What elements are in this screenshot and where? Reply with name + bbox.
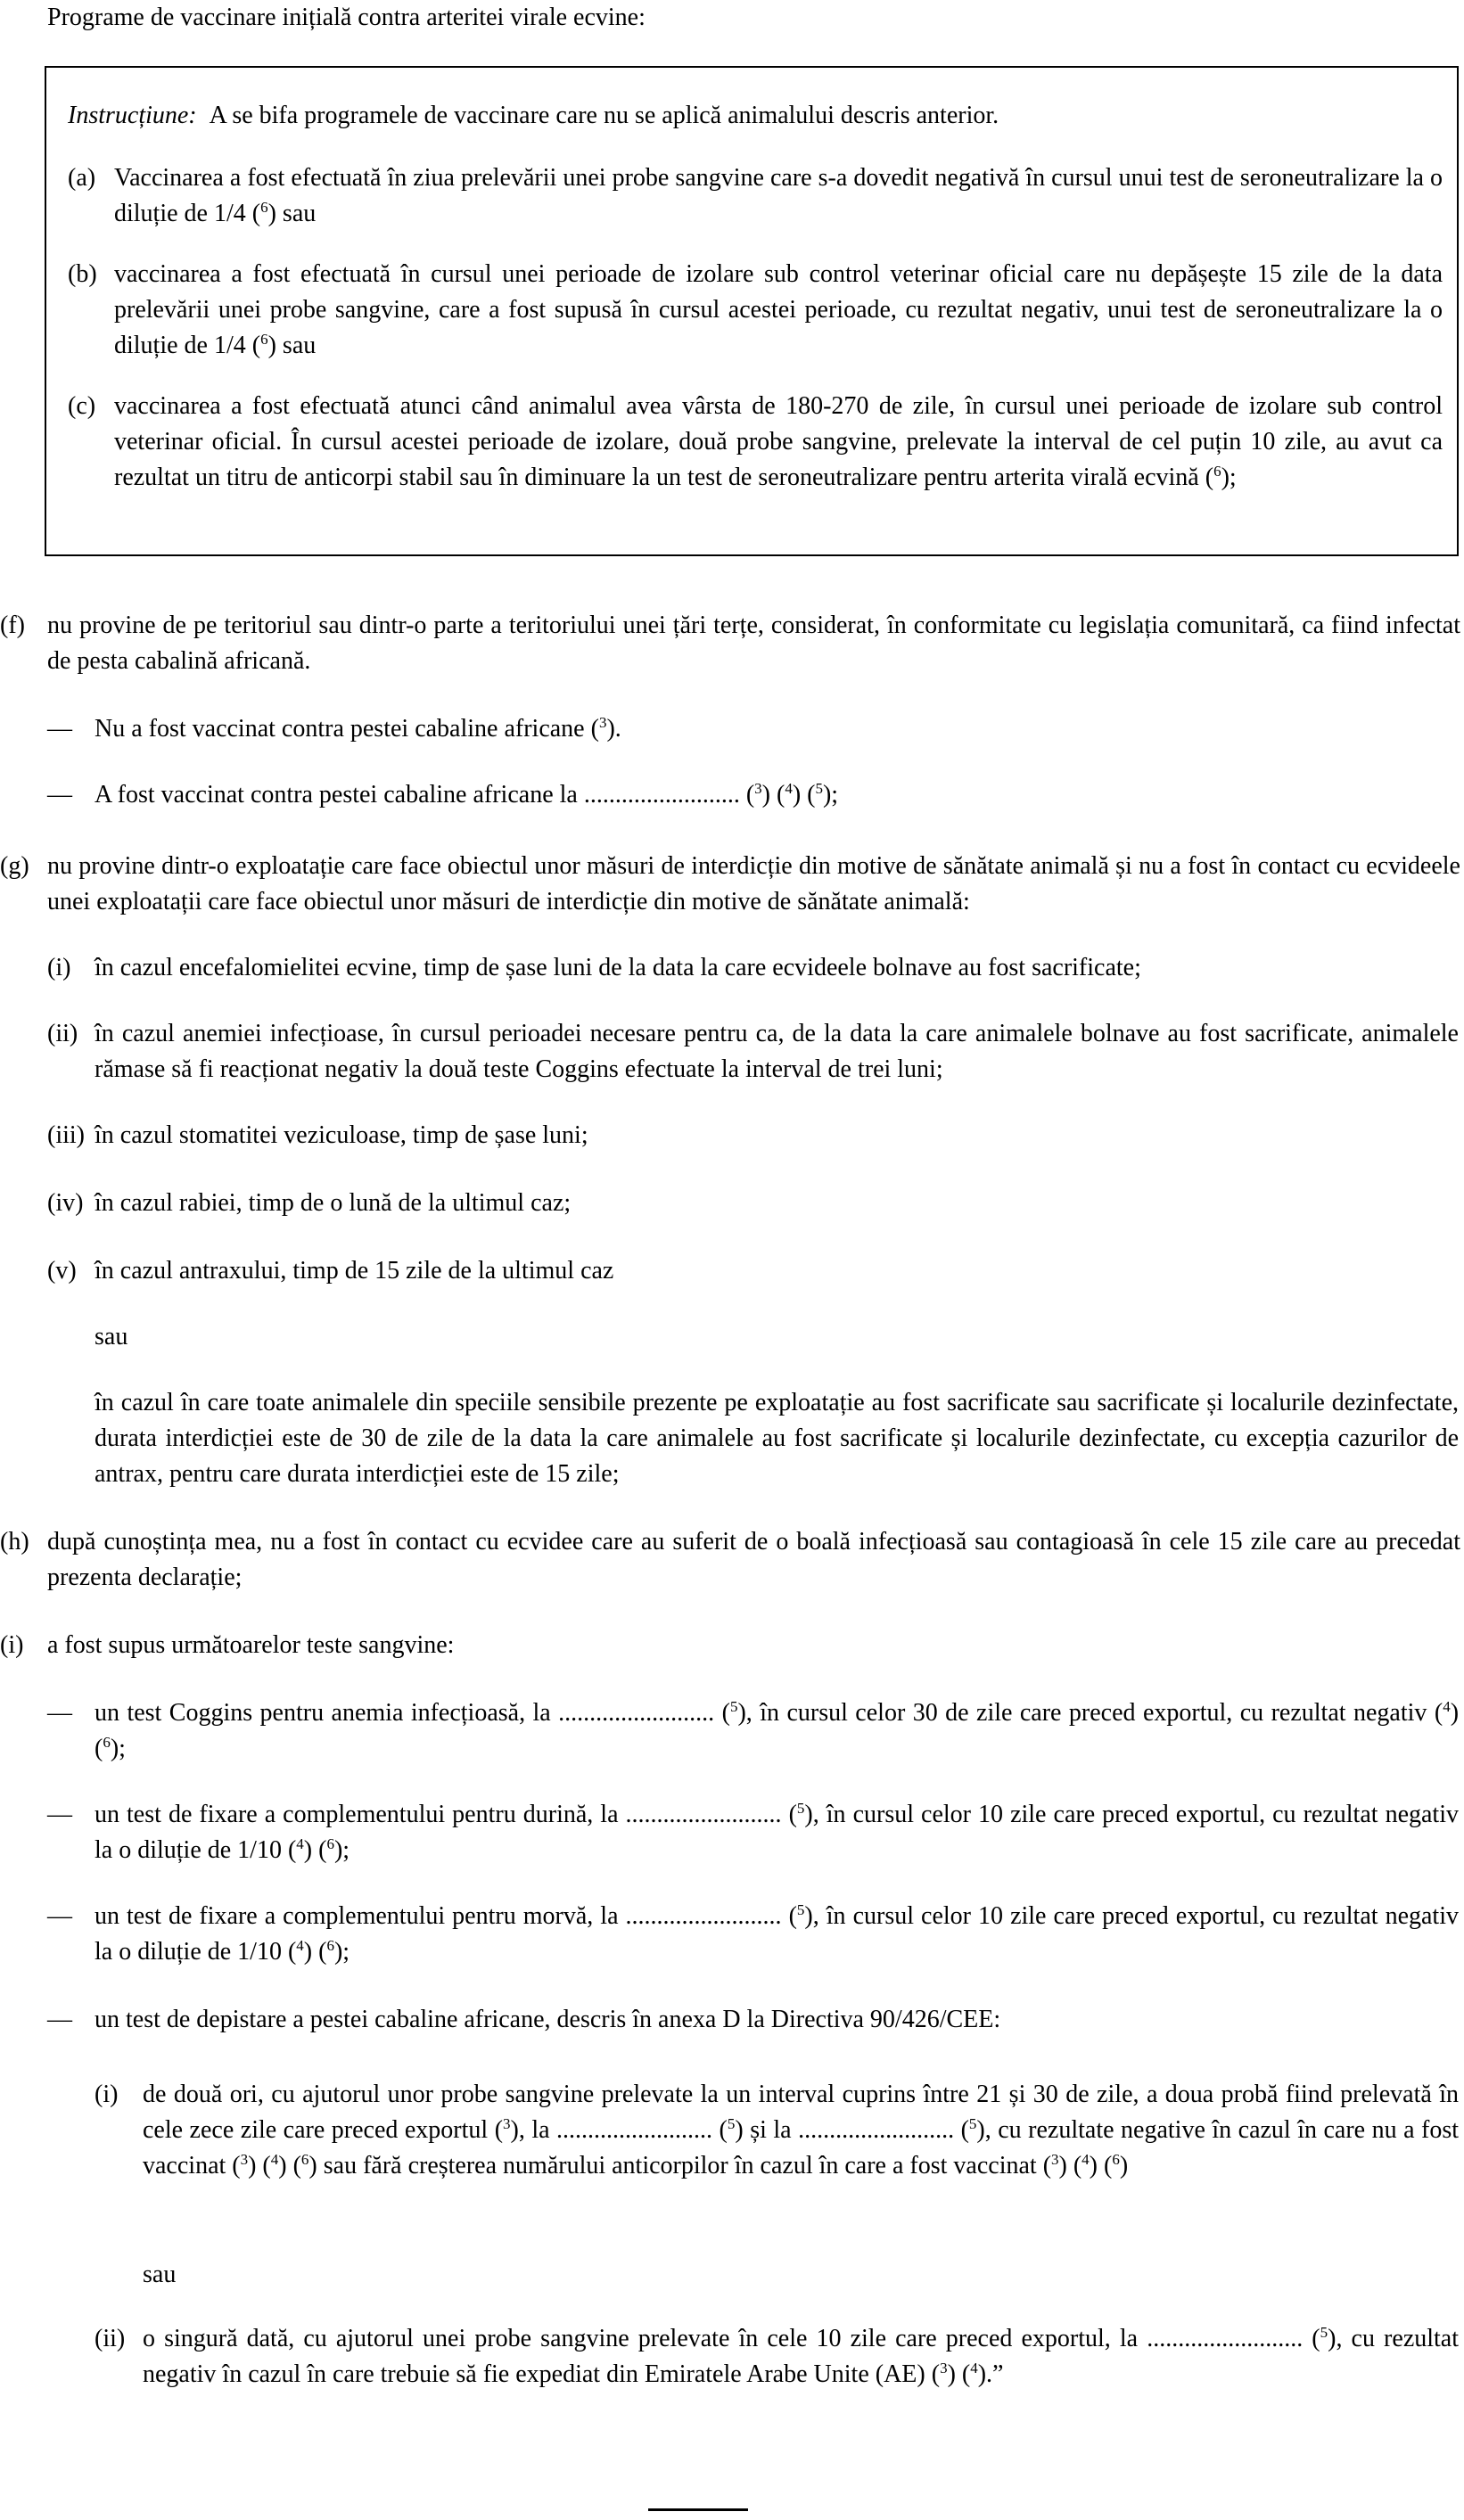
box-item-b-text: vaccinarea a fost efectuată în cursul unei perioade de izolare sub control veterinar oficial care nu depășește 15 zile de la data prelevării unei probe sangvine, care a fost supusă în cursul acestei perioade, cu rezultat negativ, unui test de seroneutralizare la o diluție de 1/4: [114, 260, 1443, 359]
item-g-closing: în cazul în care toate animalele din speciile sensibile prezente pe exploatație au fost sacrificate sau sacrificate și localurile dezinfectate, durata interdicției este de 30 de zile de la data la care animalele au fost sacrificate și localurile dezinfectate, cu excepția cazurilor de antrax, pentru care durata interdicției este de 15 zile;: [95, 1389, 1459, 1488]
ref-4: 4: [296, 1835, 304, 1852]
box-item-b: [114, 257, 1443, 364]
instruction-text: A se bifa programele de vaccinare care nu se aplică animalului descris anterior.: [209, 102, 999, 129]
item-g-iv: în cazul rabiei, timp de o lună de la ultimul caz;: [95, 1189, 572, 1217]
item-i-dash-2-glyph: —: [47, 1801, 72, 1828]
item-f-label: (f): [0, 612, 25, 639]
sub-ii-part-a: o singură dată, cu ajutorul unei probe sangvine prelevate în cele 10 zile care preced exportul, la .........................: [143, 2325, 1304, 2352]
item-f-dash-1: Nu a fost vaccinat contra pestei cabaline africane ($^3$).: [95, 714, 621, 743]
ref-5: 5: [729, 1698, 738, 1715]
ref-4: 4: [1082, 2151, 1090, 2168]
ref-6: 6: [1112, 2151, 1120, 2168]
box-instruction: [68, 98, 1441, 134]
box-item-b-refs: ($^6$): [251, 331, 276, 359]
box-item-a-refs: ($^6$): [251, 199, 276, 227]
ref-5: 5: [968, 2115, 977, 2132]
box-item-a-text: Vaccinarea a fost efectuată în ziua prelevării unei probe sangvine care s-a dovedit negativă în cursul unui test de seroneutralizare la o diluție de 1/4: [114, 164, 1443, 227]
ref-6: 6: [326, 1835, 334, 1852]
box-item-a: [114, 160, 1443, 232]
durina-test-result: , în cursul celor 10 zile care preced exportul, cu rezultat negativ la o diluție de 1/10: [95, 1801, 1459, 1864]
ref-5: 5: [796, 1901, 805, 1918]
item-g-iii-label: (iii): [47, 1121, 85, 1149]
item-f-dash-1-glyph: —: [47, 715, 72, 743]
item-f-text: nu provine de pe teritoriul sau dintr-o parte a teritoriului unei țări terțe, considerat, în conformitate cu legislația comunitară, ca fiind infectat de pesta cabalină africană.: [47, 612, 1460, 675]
box-item-b-tail: sau: [276, 332, 317, 359]
item-i-sub-ii-label: (ii): [95, 2325, 126, 2352]
ref-5: 5: [796, 1800, 805, 1817]
morva-test-date: un test de fixare a complementului pentru morvă, la .........................: [95, 1902, 782, 1930]
item-g-i-label: (i): [47, 954, 71, 981]
ref-5: 5: [1320, 2324, 1328, 2341]
item-f-dash-2-text: A fost vaccinat contra pestei cabaline africane la .........................: [95, 781, 740, 809]
item-g-iv-label: (iv): [47, 1189, 84, 1217]
ref-3: 3: [503, 2115, 511, 2132]
intro-heading: Programe de vaccinare inițială contra arteritei virale ecvine:: [47, 4, 646, 31]
box-item-c-tail: ;: [1229, 464, 1237, 491]
item-g-ii-label: (ii): [47, 1020, 78, 1047]
ref-4: 4: [1443, 1698, 1451, 1715]
page-footer-rule: [648, 2508, 748, 2511]
item-i-dash-3-glyph: —: [47, 1902, 72, 1930]
item-g-text: nu provine dintr-o exploatație care face obiectul unor măsuri de interdicție din motive de sănătate animală și nu a fost în contact cu ecvideele unei exploatații care face obiectul unor măsuri de interdicție din motive de sănătate animală:: [47, 852, 1460, 915]
morva-test-result: , în cursul celor 10 zile care preced exportul, cu rezultat negativ la o diluție de 1/10: [95, 1902, 1459, 1966]
item-i-text: a fost supus următoarelor teste sangvine:: [47, 1631, 455, 1659]
ref-3: 3: [754, 780, 762, 797]
sub-ii-end: .”: [986, 2360, 1004, 2388]
item-i-dash-1: un test Coggins pentru anemia infecțioasă, la ......................... ($^5$), în cursul celor 30 de zile care preced exportul, cu rezultat negativ ($^4$) ($^6$);: [95, 1698, 1460, 1762]
ref-4: 4: [970, 2360, 978, 2376]
item-i-dash-1-glyph: —: [47, 1699, 72, 1727]
box-item-label-b: (b): [68, 260, 97, 288]
sub-ii-part-b: , cu rezultat negativ în cazul în care trebuie să fie expediat din Emiratele Arabe Unite (AE): [143, 2325, 1460, 2388]
ref-5: 5: [727, 2115, 736, 2132]
item-i-dash-4: un test de depistare a pestei cabaline africane, descris în anexa D la Directiva 90/426/CEE:: [95, 2006, 1001, 2033]
item-g-i: în cazul encefalomielitei ecvine, timp de șase luni de la data la care ecvideele bolnave au fost sacrificate;: [95, 954, 1141, 981]
item-i-label: (i): [0, 1631, 24, 1659]
ref-5: 5: [815, 780, 823, 797]
item-i-dash-4-glyph: —: [47, 2006, 72, 2033]
item-i-sub-i-label: (i): [95, 2081, 119, 2108]
sub-i-part-c: și la .........................: [743, 2116, 955, 2144]
item-g-sau: sau: [95, 1323, 128, 1350]
ref-3: 3: [240, 2151, 249, 2168]
item-i-dash-2: un test de fixare a complementului pentru durină, la ......................... ($^5$), în cursul celor 10 zile care preced exportul, cu rezultat negativ la o diluție de 1/10 ($^4$) ($^6$);: [95, 1800, 1459, 1864]
box-item-c-text: vaccinarea a fost efectuată atunci când animalul avea vârsta de 180-270 de zile, în cursul unei perioade de izolare sub control veterinar oficial. În cursul acestei perioade de izolare, două probe sangvine, prelevate la interval de cel puțin 10 zile, au avut ca rezultat un titru de anticorpi stabil sau în diminuare la un test de seroneutralizare pentru arterita virală ecvină: [114, 392, 1443, 491]
sub-i-part-a: de două ori, cu ajutorul unor probe sangvine prelevate la un interval cuprins între 21 și 30 de zile, a doua probă fiind prelevată în cele zece zile care preced exportul: [143, 2081, 1459, 2144]
item-g-v-label: (v): [47, 1257, 77, 1285]
item-i-sub-i: de două ori, cu ajutorul unor probe sangvine prelevate la un interval cuprins între 21 și 30 de zile, a doua probă fiind prelevată în cele zece zile care preced exportul ($^3$), la ......................... ($^5$) și la ......................... ($^5$), cu rezultate negative în cazul în care nu a fost vaccinat ($^3$) ($^4$) ($^6$) sau fără creșterea numărului anticorpilor în cazul în care a fost vaccinat ($^3$) ($^4$) ($^6$): [143, 2081, 1460, 2179]
item-i-dash-3: un test de fixare a complementului pentru morvă, la ......................... ($^5$), în cursul celor 10 zile care preced exportul, cu rezultat negativ la o diluție de 1/10 ($^4$) ($^6$);: [95, 1901, 1459, 1966]
ref-6: 6: [103, 1734, 111, 1751]
ref-3: 3: [1051, 2151, 1059, 2168]
item-f-dash-2-glyph: —: [47, 781, 72, 809]
sub-i-part-e: sau fără creșterea numărului anticorpilor în cazul în care a fost vaccinat: [317, 2152, 1037, 2179]
box-item-label-c: (c): [68, 392, 96, 420]
coggins-test-result: , în cursul celor 30 de zile care preced exportul, cu rezultat negativ: [745, 1699, 1427, 1727]
ref-6: 6: [326, 1937, 334, 1954]
item-h-text: după cunoștința mea, nu a fost în contact cu ecvidee care au suferit de o boală infecțioasă sau contagioasă în cele 15 zile care au precedat prezenta declarație;: [47, 1528, 1460, 1591]
sub-i-part-b: , la .........................: [518, 2116, 713, 2144]
box-item-c: [114, 389, 1443, 496]
ref-6: 6: [300, 2151, 309, 2168]
item-g-label: (g): [0, 852, 29, 880]
box-item-label-a: (a): [68, 164, 96, 192]
item-h-label: (h): [0, 1528, 29, 1556]
item-i-sub-sau: sau: [143, 2261, 177, 2288]
ref-4: 4: [270, 2151, 279, 2168]
ref-4: 4: [296, 1937, 304, 1954]
item-f-dash-1-text: Nu a fost vaccinat contra pestei cabaline africane: [95, 715, 585, 743]
item-g-v: în cazul antraxului, timp de 15 zile de la ultimul caz: [95, 1257, 614, 1285]
box-item-a-tail: sau: [276, 200, 317, 227]
item-g-iii: în cazul stomatitei veziculoase, timp de șase luni;: [95, 1121, 588, 1149]
instruction-label: Instrucțiune:: [68, 102, 197, 129]
coggins-test-date: un test Coggins pentru anemia infecțioasă, la .........................: [95, 1699, 715, 1727]
ref-3: 3: [940, 2360, 948, 2376]
durina-test-date: un test de fixare a complementului pentru durină, la .........................: [95, 1801, 782, 1828]
box-item-c-refs: ($^6$): [1205, 463, 1230, 491]
item-f-dash-1-ref: 3: [598, 714, 607, 731]
item-i-sub-ii: o singură dată, cu ajutorul unei probe sangvine prelevate în cele 10 zile care preced exportul, la ......................... ($^5$), cu rezultat negativ în cazul în care trebuie să fie expediat din Emiratele Arabe Unite (AE) ($^3$) ($^4$).”: [143, 2324, 1460, 2388]
item-g-ii: în cazul anemiei infecțioase, în cursul perioadei necesare pentru ca, de la data la care animalele bolnave au fost sacrificate, animalele rămase să fi reacționat negativ la două teste Coggins efectuate la interval de trei luni;: [95, 1020, 1459, 1083]
item-f-dash-2: A fost vaccinat contra pestei cabaline africane la ......................... ($^3$) ($^4$) ($^5$);: [95, 780, 839, 809]
ref-4: 4: [785, 780, 793, 797]
sub-i-part-d: , cu rezultate negative în cazul în care nu a fost vaccinat: [143, 2116, 1460, 2179]
